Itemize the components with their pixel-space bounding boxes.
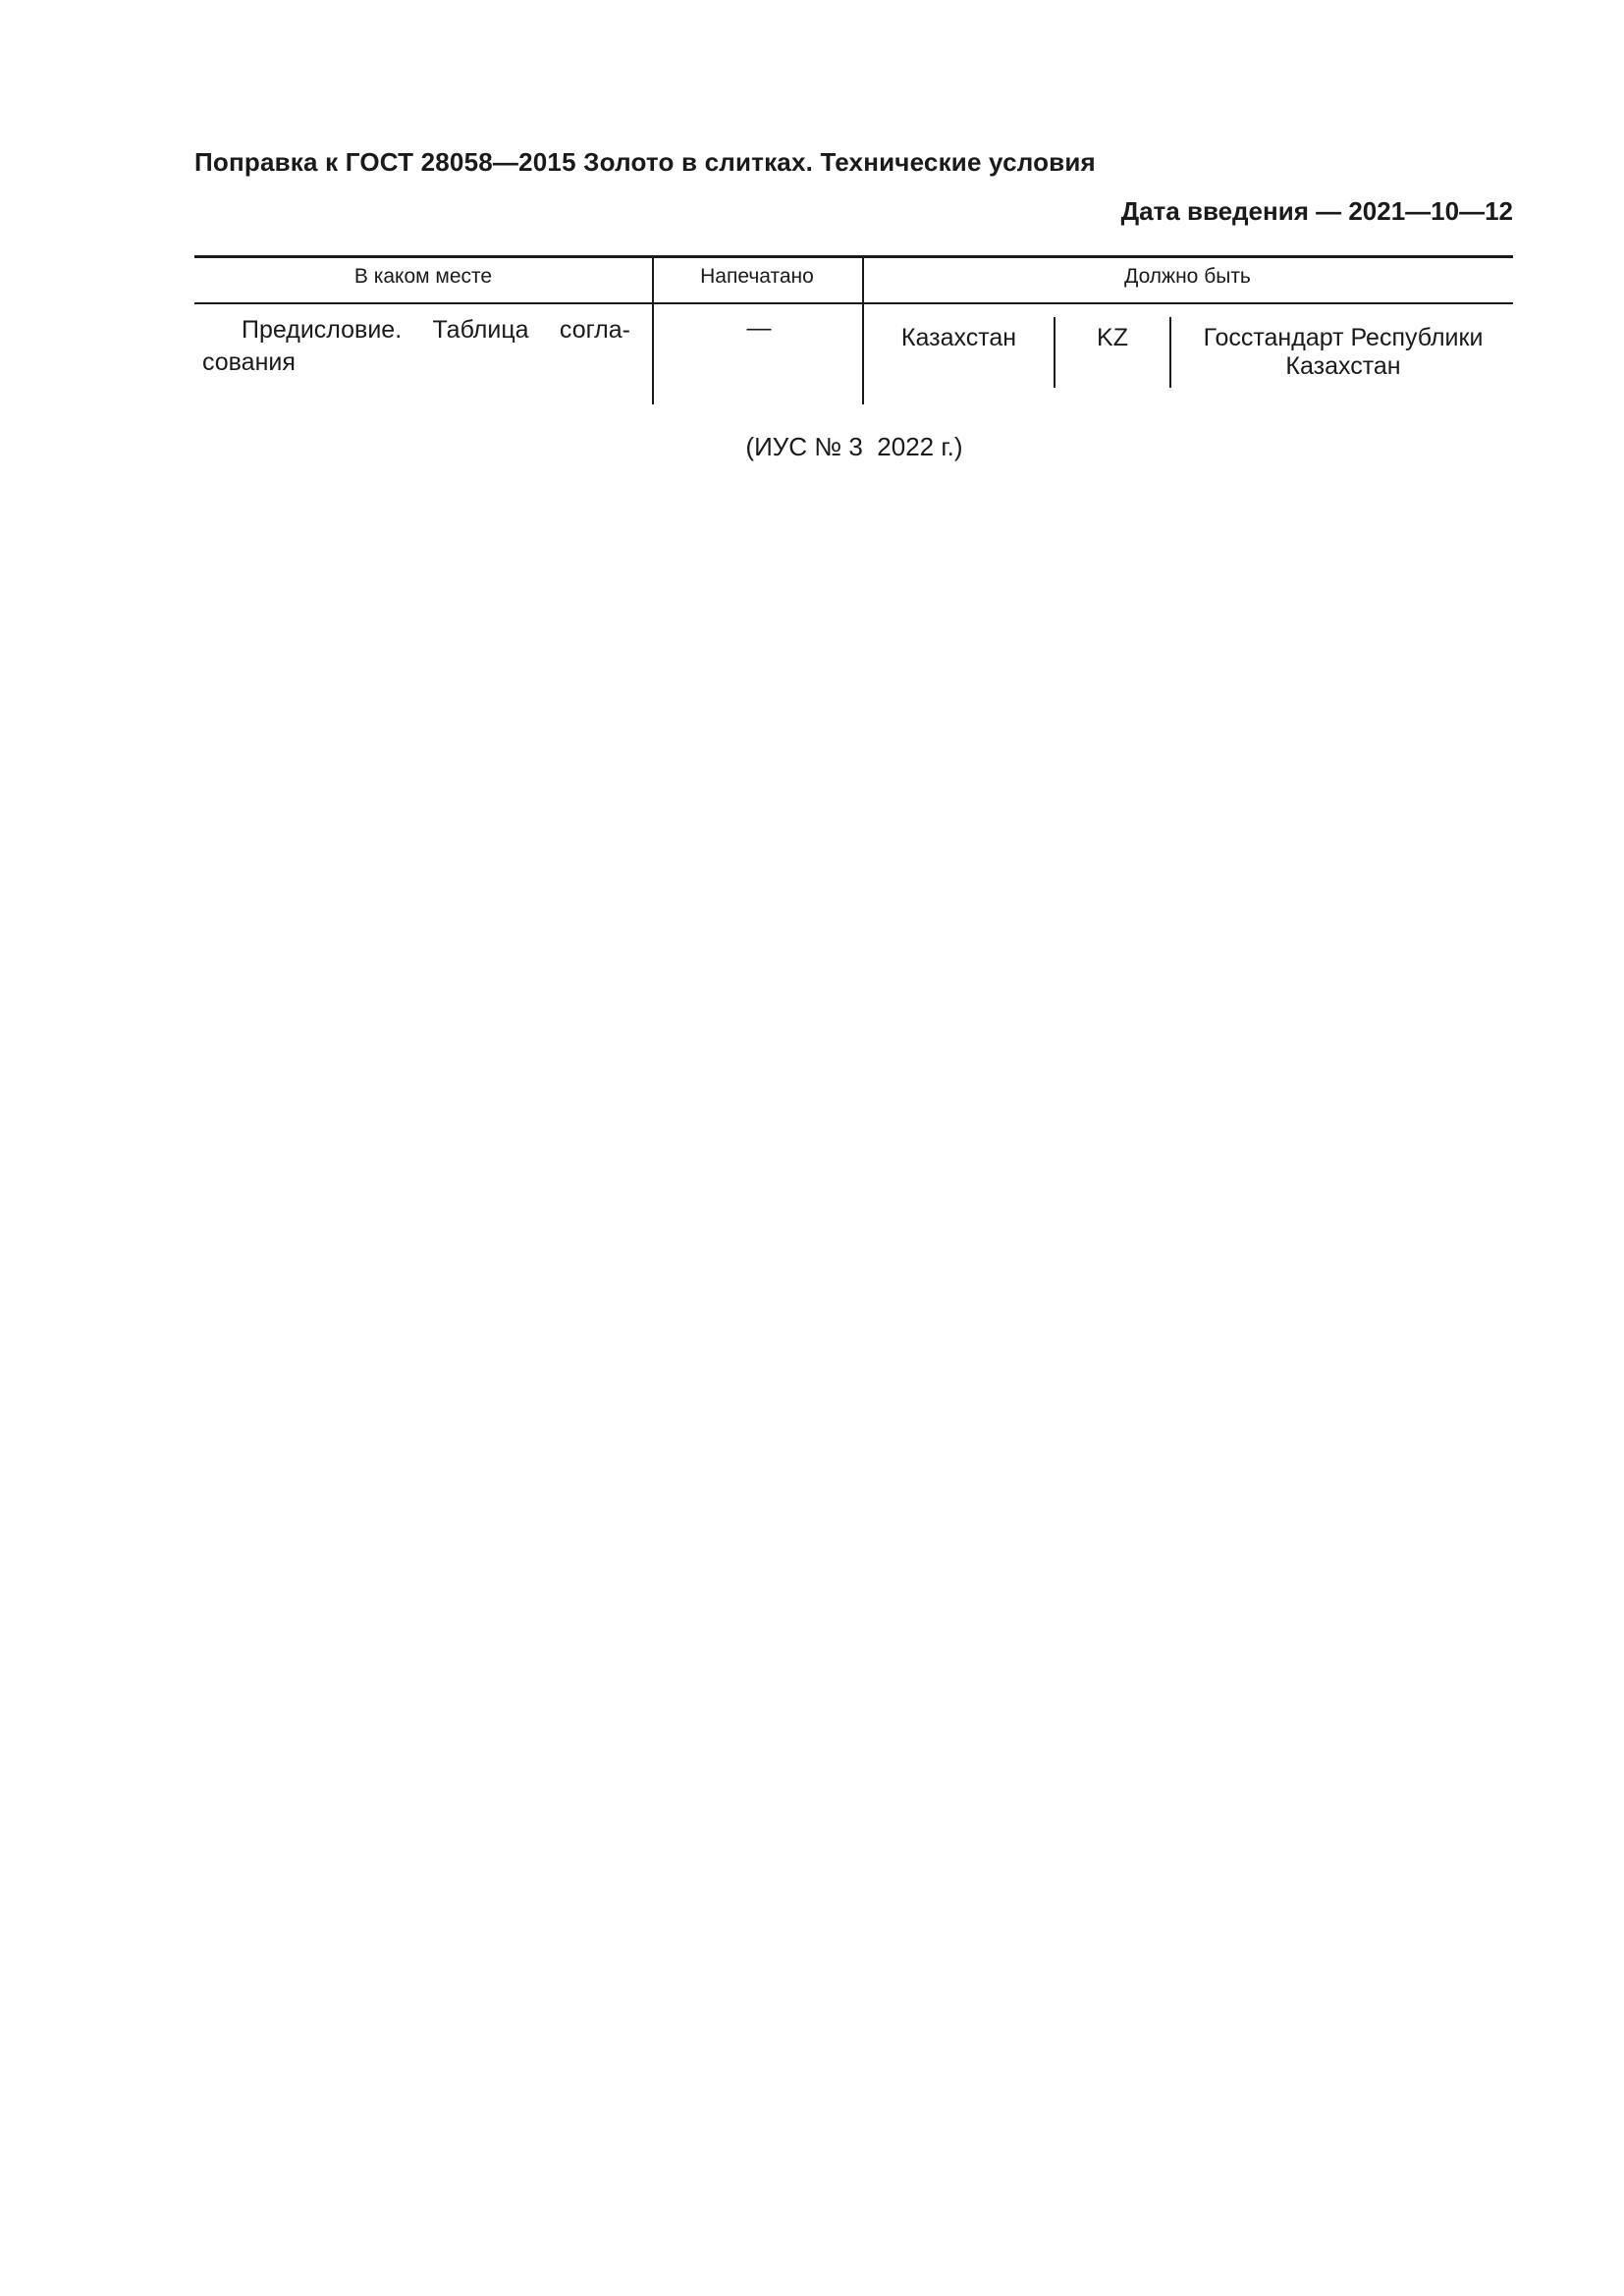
sub-column-divider-2 xyxy=(1169,317,1171,388)
table-header-rule xyxy=(194,302,1513,304)
cell-standards-body: Госстандарт Республики Казахстан xyxy=(1203,324,1484,380)
cell-location: Предисловие. Таблица согла-сования xyxy=(202,316,630,376)
amendment-table xyxy=(194,255,1513,402)
issue-reference: (ИУС № 3 2022 г.) xyxy=(745,432,963,461)
cell-country: Казахстан xyxy=(900,324,1017,351)
header-printed: Напечатано xyxy=(700,265,814,288)
header-should-be: Должно быть xyxy=(1124,265,1251,288)
table-top-rule xyxy=(194,255,1513,258)
page-title: Поправка к ГОСТ 28058—2015 Золото в слитках. Технические условия xyxy=(194,147,1096,177)
effective-date: Дата введения — 2021—10—12 xyxy=(1120,196,1513,226)
header-location: В каком месте xyxy=(353,265,493,288)
cell-printed: — xyxy=(746,314,772,342)
cell-country-code: KZ xyxy=(1097,324,1128,351)
